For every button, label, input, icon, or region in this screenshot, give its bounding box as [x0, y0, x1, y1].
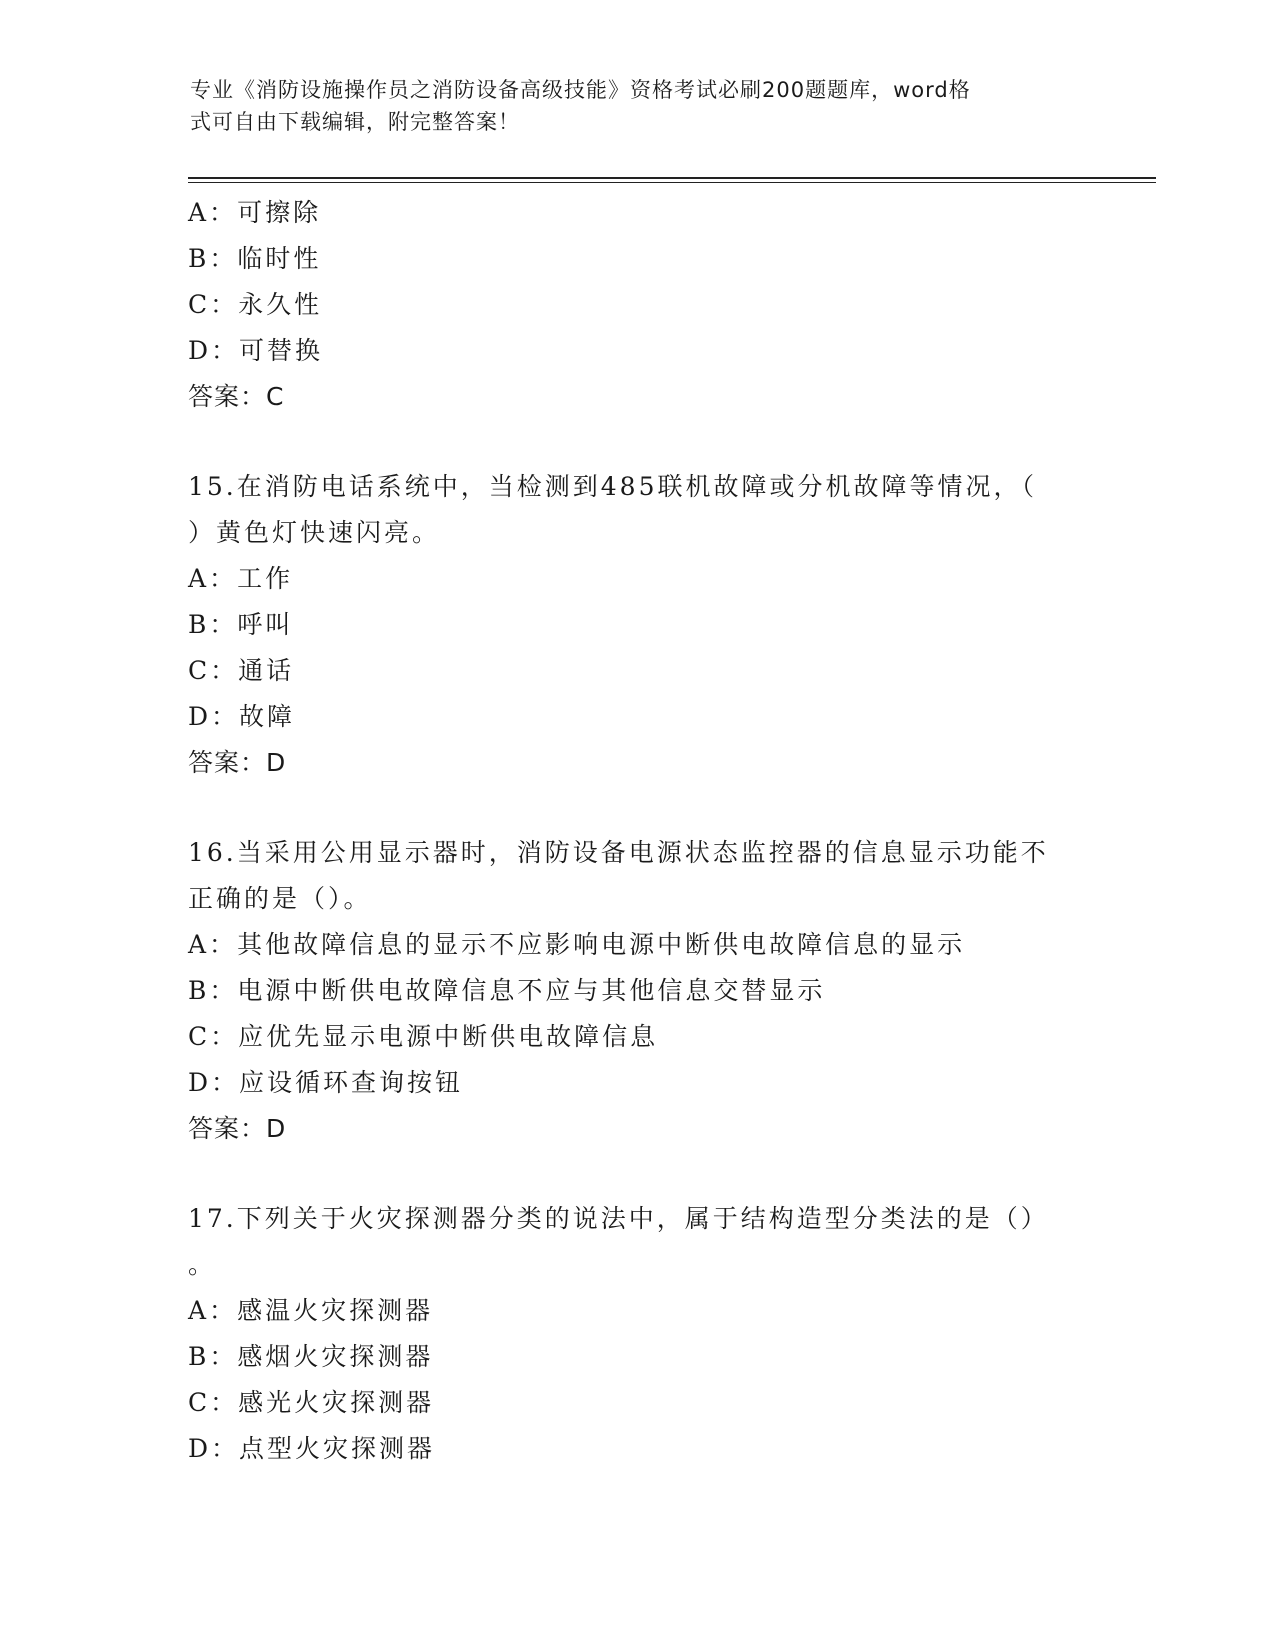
- question-17-option-c: [188, 1380, 1088, 1426]
- option-prefix: D：: [188, 1068, 240, 1097]
- question-16-option-b: [188, 968, 1088, 1014]
- question-14-answer: 答案：C: [188, 382, 285, 411]
- option-text: 可替换: [239, 336, 324, 365]
- question-15-stem-line-2: ）黄色灯快速闪亮。: [188, 518, 441, 547]
- option-text: 其他故障信息的显示不应影响电源中断供电故障信息的显示: [237, 930, 966, 959]
- question-16-stem-line-1: 16.当采用公用显示器时，消防设备电源状态监控器的信息显示功能不: [188, 838, 1049, 867]
- question-14-option-a: [188, 190, 1088, 236]
- option-prefix: A：: [188, 1296, 238, 1325]
- option-prefix: A：: [188, 930, 238, 959]
- option-text: 永久性: [238, 290, 323, 319]
- header-title-line-1: 专业《消防设施操作员之消防设备高级技能》资格考试必刷200题题库，word格: [190, 78, 971, 102]
- question-17-block: [188, 1196, 1088, 1472]
- question-16-stem-line-2: 正确的是（）。: [188, 884, 372, 913]
- option-text: 电源中断供电故障信息不应与其他信息交替显示: [237, 976, 826, 1005]
- question-16-option-c: [188, 1014, 1088, 1060]
- option-prefix: B：: [188, 244, 238, 273]
- question-15-option-b: [188, 602, 1088, 648]
- question-15-option-a: [188, 556, 1088, 602]
- question-14-option-b: [188, 236, 1088, 282]
- question-content: [188, 190, 1088, 1472]
- option-text: 应设循环查询按钮: [239, 1068, 464, 1097]
- question-17-stem-line-2: 。: [188, 1250, 217, 1279]
- option-text: 可擦除: [237, 198, 322, 227]
- option-prefix: A：: [188, 564, 238, 593]
- option-prefix: C：: [188, 1388, 239, 1417]
- option-prefix: D：: [188, 702, 240, 731]
- option-text: 点型火灾探测器: [239, 1434, 436, 1463]
- option-text: 呼叫: [237, 610, 294, 639]
- option-prefix: C：: [188, 290, 239, 319]
- option-prefix: B：: [188, 976, 238, 1005]
- option-text: 感光火灾探测器: [238, 1388, 435, 1417]
- spacer: [188, 420, 1088, 464]
- option-text: 故障: [239, 702, 296, 731]
- document-header: [190, 74, 1070, 138]
- question-16-block: [188, 830, 1088, 1152]
- option-prefix: D：: [188, 1434, 240, 1463]
- option-text: 感烟火灾探测器: [237, 1342, 434, 1371]
- question-16-option-d: [188, 1060, 1088, 1106]
- option-text: 临时性: [237, 244, 322, 273]
- spacer: [188, 1152, 1088, 1196]
- question-14-option-c: [188, 282, 1088, 328]
- option-prefix: B：: [188, 610, 238, 639]
- option-prefix: C：: [188, 1022, 239, 1051]
- option-prefix: A：: [188, 198, 238, 227]
- option-prefix: B：: [188, 1342, 238, 1371]
- option-prefix: D：: [188, 336, 240, 365]
- question-17-stem-line-1: 17.下列关于火灾探测器分类的说法中，属于结构造型分类法的是（）: [188, 1204, 1049, 1233]
- question-14-block: [188, 190, 1088, 420]
- question-14-option-d: [188, 328, 1088, 374]
- question-15-stem-line-1: 15.在消防电话系统中，当检测到485联机故障或分机故障等情况，（: [188, 472, 1037, 501]
- question-17-option-d: [188, 1426, 1088, 1472]
- question-15-block: [188, 464, 1088, 786]
- option-text: 通话: [238, 656, 295, 685]
- option-text: 感温火灾探测器: [237, 1296, 434, 1325]
- header-divider-thick: [188, 177, 1156, 179]
- question-15-option-d: [188, 694, 1088, 740]
- question-15-option-c: [188, 648, 1088, 694]
- option-text: 工作: [237, 564, 294, 593]
- question-15-answer: 答案：D: [188, 748, 287, 777]
- option-prefix: C：: [188, 656, 239, 685]
- header-divider-thin: [188, 182, 1156, 183]
- spacer: [188, 786, 1088, 830]
- question-17-option-a: [188, 1288, 1088, 1334]
- question-16-answer: 答案：D: [188, 1114, 287, 1143]
- question-17-option-b: [188, 1334, 1088, 1380]
- option-text: 应优先显示电源中断供电故障信息: [238, 1022, 659, 1051]
- header-title-line-2: 式可自由下载编辑，附完整答案！: [190, 110, 520, 134]
- question-16-option-a: [188, 922, 1088, 968]
